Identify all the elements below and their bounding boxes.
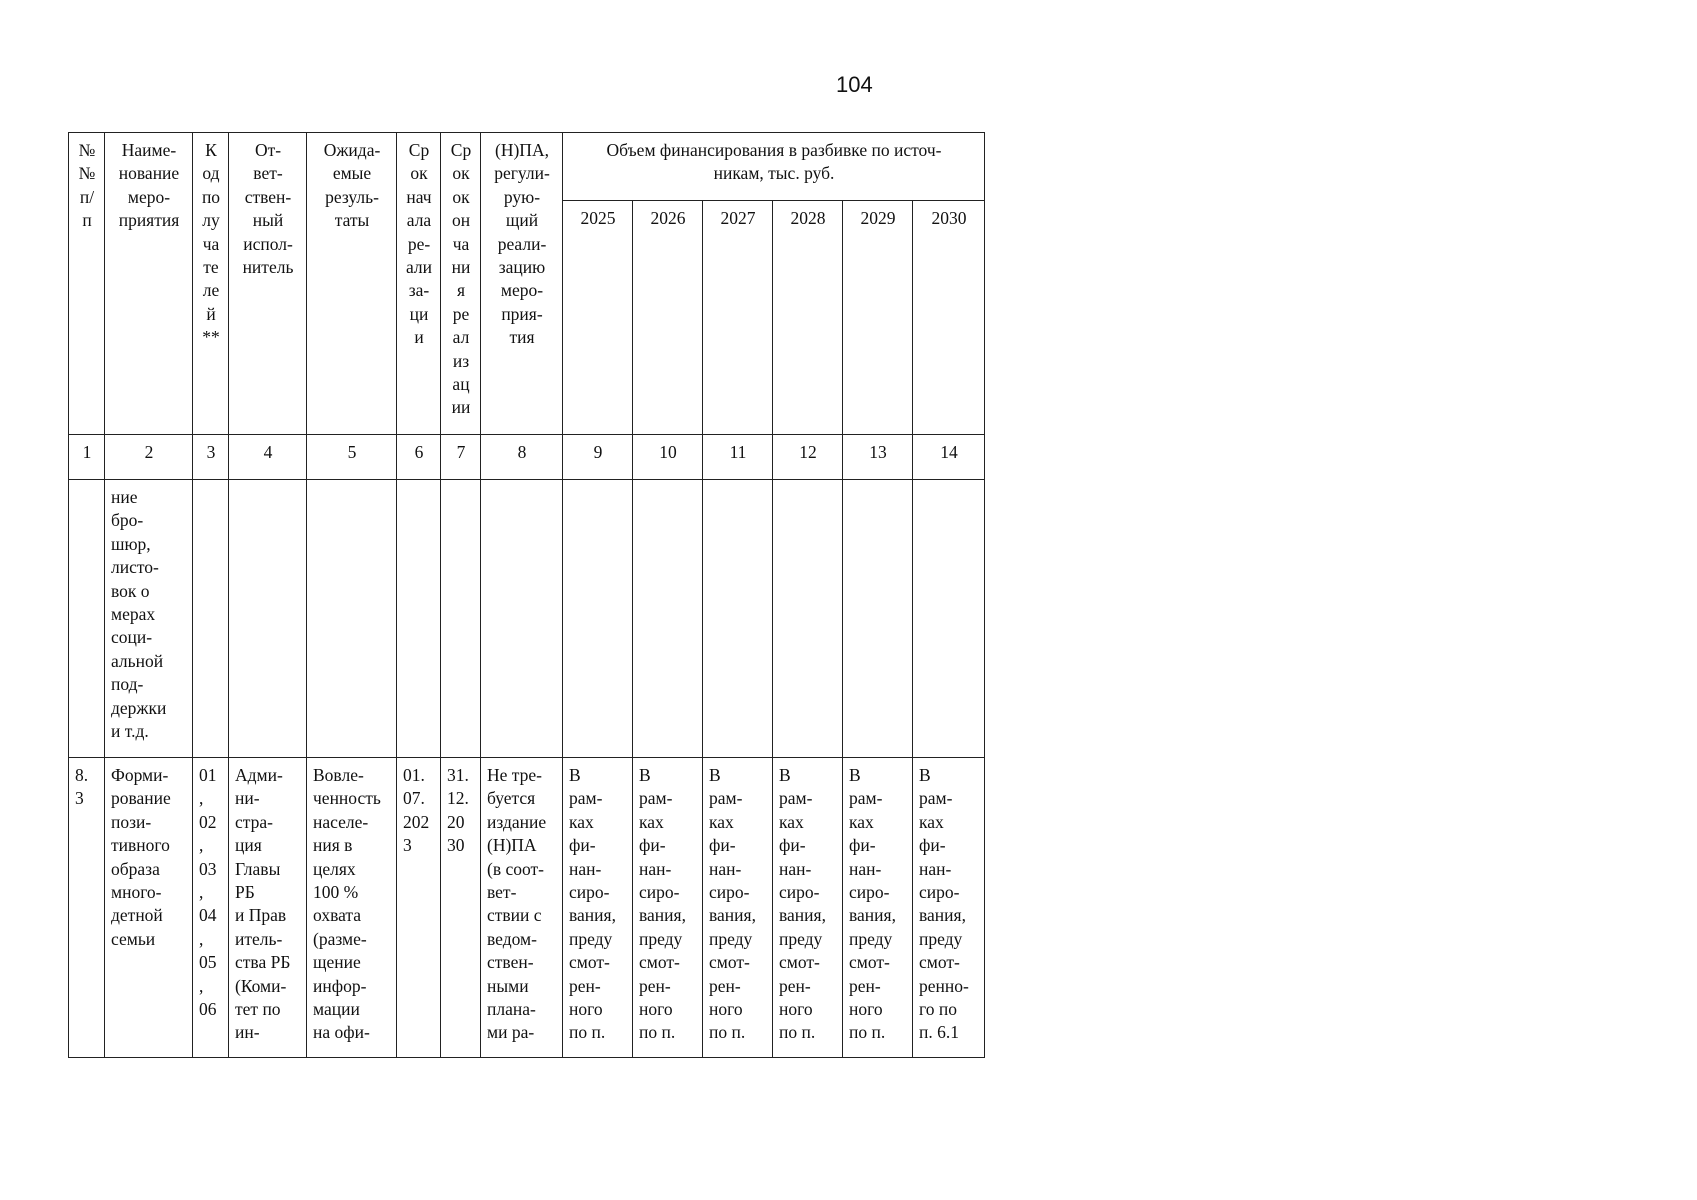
table-cell xyxy=(913,480,985,758)
header-year: 2030 xyxy=(913,201,985,435)
table-cell xyxy=(307,480,397,758)
header-npa: (Н)ПА, регули- рую- щий реали- зацию меро- прия- тия xyxy=(481,133,563,435)
column-number: 13 xyxy=(843,435,913,480)
funding-2030: В рам- ках фи- нан- сиро- вания, преду смот- ренно- го по п. 6.1 xyxy=(913,758,985,1058)
continuation-row xyxy=(69,480,985,758)
table-cell xyxy=(563,480,633,758)
column-number: 8 xyxy=(481,435,563,480)
activity-name: Форми- рование пози- тивного образа много- детной семьи xyxy=(105,758,193,1058)
table-cell xyxy=(441,480,481,758)
activity-name-continued: ние бро- шюр, листо- вок о мерах соци- альной под- держки и т.д. xyxy=(105,480,193,758)
header-executor: От- вет- ствен- ный испол- нитель xyxy=(229,133,307,435)
column-number: 14 xyxy=(913,435,985,480)
regulatory-act: Не тре- буется издание (Н)ПА (в соот- вет- ствии с ведом- ствен- ными плана- ми ра- xyxy=(481,758,563,1058)
header-num: № № п/ п xyxy=(69,133,105,435)
column-numbers-row xyxy=(69,435,985,480)
column-number: 10 xyxy=(633,435,703,480)
header-year: 2026 xyxy=(633,201,703,435)
table-cell xyxy=(229,480,307,758)
responsible-executor: Адми- ни- стра- ция Главы РБ и Прав итель- ства РБ (Коми- тет по ин- xyxy=(229,758,307,1058)
table-cell xyxy=(397,480,441,758)
header-funding: Объем финансирования в разбивке по источ- никам, тыс. руб. xyxy=(563,133,985,201)
table-cell xyxy=(843,480,913,758)
header-end: Ср ок ок он ча ни я ре ал из ац ии xyxy=(441,133,481,435)
funding-2025: В рам- ках фи- нан- сиро- вания, преду смот- рен- ного по п. xyxy=(563,758,633,1058)
funding-2029: В рам- ках фи- нан- сиро- вания, преду смот- рен- ного по п. xyxy=(843,758,913,1058)
table-cell xyxy=(481,480,563,758)
column-number: 11 xyxy=(703,435,773,480)
table-cell xyxy=(633,480,703,758)
header-results: Ожида- емые резуль- таты xyxy=(307,133,397,435)
funding-2027: В рам- ках фи- нан- сиро- вания, преду смот- рен- ного по п. xyxy=(703,758,773,1058)
end-date: 31. 12. 20 30 xyxy=(441,758,481,1058)
table-cell xyxy=(773,480,843,758)
column-number: 1 xyxy=(69,435,105,480)
funding-2028: В рам- ках фи- нан- сиро- вания, преду смот- рен- ного по п. xyxy=(773,758,843,1058)
header-year: 2027 xyxy=(703,201,773,435)
table-cell xyxy=(69,480,105,758)
table-cell xyxy=(193,480,229,758)
header-row xyxy=(69,133,985,201)
column-number: 9 xyxy=(563,435,633,480)
header-start: Ср ок нач ала ре- али за- ци и xyxy=(397,133,441,435)
header-year: 2029 xyxy=(843,201,913,435)
header-name: Наиме- нование меро- приятия xyxy=(105,133,193,435)
recipient-code: 01 , 02 , 03 , 04 , 05 , 06 xyxy=(193,758,229,1058)
funding-2026: В рам- ках фи- нан- сиро- вания, преду смот- рен- ного по п. xyxy=(633,758,703,1058)
header-code: К од по лу ча те ле й ** xyxy=(193,133,229,435)
row-number: 8. 3 xyxy=(69,758,105,1058)
activities-table xyxy=(68,132,985,1058)
expected-results: Вовле- ченность населе- ния в целях 100 % охвата (разме- щение инфор- мации на офи- xyxy=(307,758,397,1058)
table-row xyxy=(69,758,985,1058)
column-number: 5 xyxy=(307,435,397,480)
start-date: 01. 07. 202 3 xyxy=(397,758,441,1058)
header-year: 2025 xyxy=(563,201,633,435)
header-year: 2028 xyxy=(773,201,843,435)
column-number: 4 xyxy=(229,435,307,480)
column-number: 7 xyxy=(441,435,481,480)
column-number: 3 xyxy=(193,435,229,480)
table-cell xyxy=(703,480,773,758)
column-number: 2 xyxy=(105,435,193,480)
page-number: 104 xyxy=(836,72,873,97)
column-number: 12 xyxy=(773,435,843,480)
column-number: 6 xyxy=(397,435,441,480)
